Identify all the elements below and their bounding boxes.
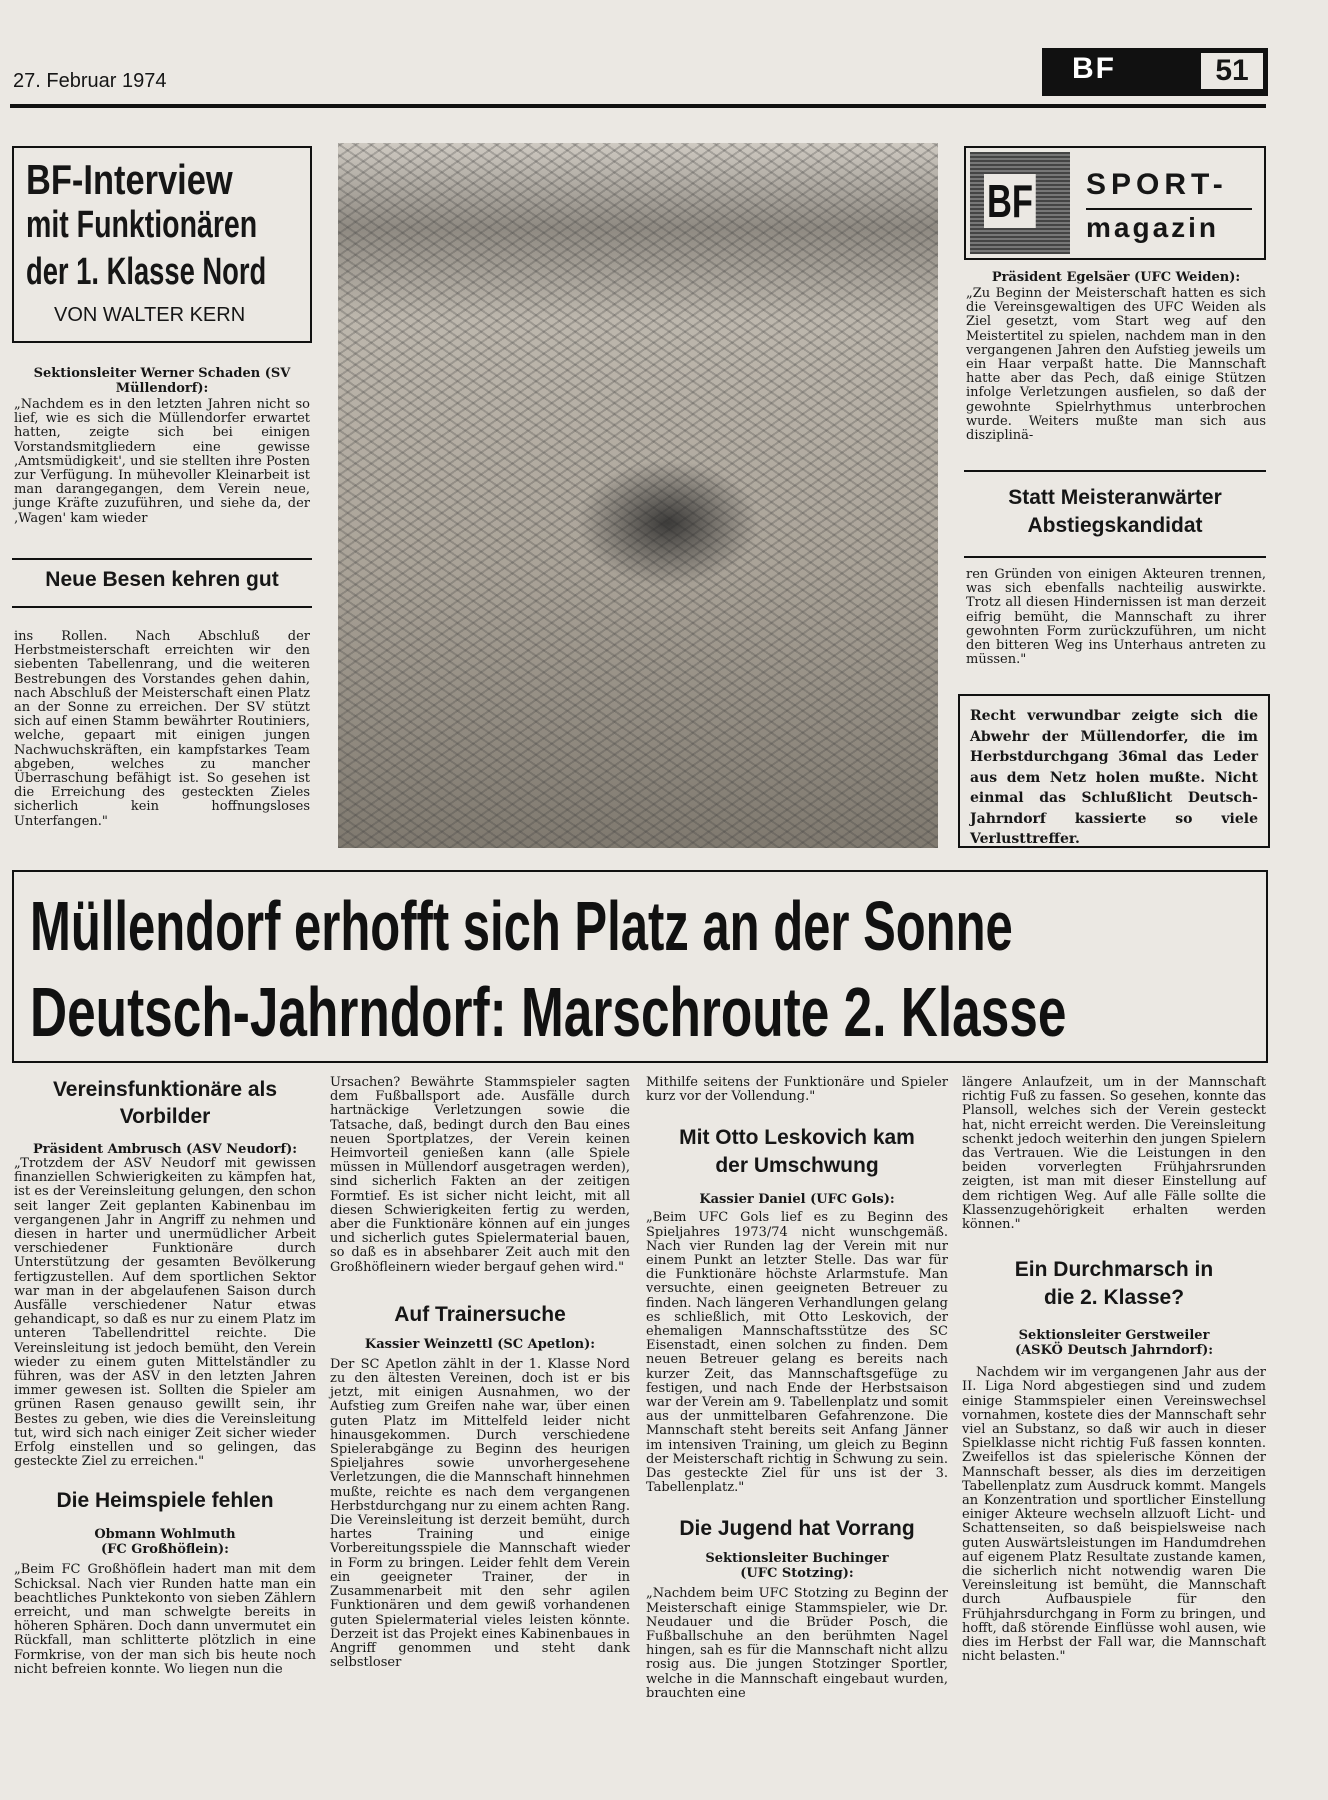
column-1 xyxy=(14,366,310,526)
sport-magazin-divider xyxy=(1086,208,1252,210)
interview-title-line1: BF-Interview xyxy=(26,156,233,203)
brand-logo: BF xyxy=(1072,52,1116,85)
heading-vorbilder-line1: Vereinsfunktionäre als xyxy=(52,1078,278,1101)
speaker-gerstweiler-line1: Sektionsleiter Gerstweiler xyxy=(1018,1328,1210,1344)
paragraph-anlaufzeit: längere Anlaufzeit, um in der Mannschaft richtig Fuß zu fassen. So gesehen, konnte das Plansoll, welches sich der Verein gesteckt hat, nicht erreicht werden. Die Vereinsleitung schenkt jedoch weiterhin den jungen Spielern das Vertrauen. Wie die Leistungen in den beiden vorverlegten Frühjahrsrunden zeigten, ist man mit dieser Einstellung auf dem richtigen Weg. Auf alle Fälle sollte die Klassenzugehörigkeit erhalten werden können." xyxy=(962,1075,1266,1233)
speaker-schaden: Sektionsleiter Werner Schaden (SV Müllendorf): xyxy=(33,366,291,396)
bottom-column-4 xyxy=(962,1076,1266,1665)
column-1-continued xyxy=(14,630,310,829)
heading-trainersuche: Auf Trainersuche xyxy=(394,1302,566,1326)
interview-title-line2: mit Funktionären xyxy=(26,204,258,246)
subhead-rule-bottom xyxy=(12,606,312,608)
speaker-ambrusch: Präsident Ambrusch (ASV Neudorf): xyxy=(32,1142,298,1157)
heading-durchmarsch-line1: Ein Durchmarsch in xyxy=(1014,1258,1214,1282)
speaker-wohlmuth-line1: Obmann Wohlmuth xyxy=(94,1527,236,1543)
column-right xyxy=(966,270,1266,443)
bottom-column-3 xyxy=(646,1076,948,1701)
subhead-statt-line1: Statt Meisteranwärter xyxy=(1008,486,1222,509)
page-number: 51 xyxy=(1200,52,1264,90)
column-right-continued xyxy=(966,568,1266,667)
headline-line2: Deutsch-Jahrndorf: Marschroute 2. Klasse xyxy=(30,973,1067,1051)
bottom-column-1 xyxy=(14,1076,316,1677)
speaker-daniel: Kassier Daniel (UFC Gols): xyxy=(699,1192,895,1208)
heading-heimspiele: Die Heimspiele fehlen xyxy=(56,1489,274,1513)
paragraph-ursachen: Ursachen? Bewährte Stammspieler sagten dem Fußballsport ade. Ausfälle durch hartnäckige Verletzungen sowie die Tatsache, daß, bedingt durch den Bau eines neuen Sportplatzes, der Verein keinen Heimvorteil genießen kann (alle Spiele müssen in Müllendorf ausgetragen werden), sind sicherlich Fakten an der zeitigen Formtief. Es ist sicher nicht leicht, mit all diesen Schwierigkeiten fertig zu werden, aber die Funktionäre können auf ein junges und sicherlich gutes Spielermaterial bauen, so daß es in absehbarer Zeit auch mit den Großhöfleinern wieder bergauf gehen wird." xyxy=(330,1075,630,1275)
football-photo xyxy=(338,143,938,848)
main-headline-box xyxy=(12,870,1268,1063)
issue-date: 27. Februar 1974 xyxy=(13,70,167,92)
paragraph-buchinger: „Nachdem beim UFC Stotzing zu Beginn der Meisterschaft einige Stammspieler, wie Dr. Neudauer und die Brüder Posch, die Fußballschuhe an den berühmten Nagel hingen, sah es für die Mannschaft nicht allzu rosig aus. Die jungen Stotzinger Sportler, welche in die Mannschaft eingebaut wurden, brauchten eine xyxy=(646,1586,948,1701)
sport-magazin-bf-text: BF xyxy=(984,174,1036,228)
paragraph-egelsaeer-1: „Zu Beginn der Meisterschaft hatten es sich die Vereinsgewaltigen des UFC Weiden als Ziel gesetzt, vom Start weg auf den Meistertitel zu spielen, nachdem man in den vergangenen Jahren den Aufstieg jeweils um ein Haar verpaßt hatte. Die Mannschaft hatte aber das Pech, daß einige Stützen infolge Verletzungen ausfielen, so daß der gewohnte Spielrhythmus unterbrochen wurde. Weiters mußte man sich aus disziplinä- xyxy=(966,286,1266,444)
subhead-statt-line2: Abstiegskandidat xyxy=(1027,514,1203,537)
heading-leskovich-line2: der Umschwung xyxy=(715,1154,879,1178)
subhead-rule-top xyxy=(12,558,312,560)
right-subhead-rule-top xyxy=(964,470,1266,472)
sport-magazin-line1: SPORT- xyxy=(1086,168,1228,201)
paragraph-egelsaeer-2: ren Gründen von einigen Akteuren trennen, was sich ebenfalls nachteilig auswirkte. Trotz all diesen Hindernissen ist man derzeit eifrig bemüht, die Mannschaft zu ihrer gewohnten Form zurückzuführen, um nicht den bitteren Weg ins Unterhaus antreten zu müssen." xyxy=(966,567,1266,668)
paragraph-wohlmuth: „Beim FC Großhöflein hadert man mit dem Schicksal. Nach vier Runden hatte man ein beachtliches Punktekonto von sieben Zählern erreicht, und man schwelgte bereits in höheren Sphären. Doch dann unvermutet ein Rückfall, man schlitterte plötzlich in eine Formkrise, von der man sich bis heute noch nicht befreien konnte. Wo liegen nun die xyxy=(14,1562,316,1677)
subhead-neue-besen: Neue Besen kehren gut xyxy=(45,568,279,591)
interview-title-box xyxy=(12,146,312,343)
page-number-box xyxy=(1042,48,1268,96)
bottom-column-2 xyxy=(330,1076,630,1670)
interview-title-line3: der 1. Klasse Nord xyxy=(26,251,267,293)
speaker-egelsaeer: Präsident Egelsäer (UFC Weiden): xyxy=(991,270,1241,285)
paragraph-gerstweiler: Nachdem wir im vergangenen Jahr aus der II. Liga Nord abgestiegen sind und zudem einige Stammspieler einen Vereinswechsel vornahmen, kostete dies der Mannschaft sehr viel an Substanz, so daß wir auch in dieser Spielklasse nicht richtig Fuß fassen konnten. Zweifellos ist das spielerische Können der Mannschaft besser, als dies im derzeitigen Tabellenplatz zum Ausdruck kommt. Mangels an Konzentration und sportlicher Einstellung einiger Akteure wechseln allzuoft Licht- und Schattenseiten, so daß beispielsweise nach guten Auswärtsleistungen im Handumdrehen auf eigenem Platz Resultate zustande kamen, die sicherlich nicht notwendig waren Die Vereinsleitung ist bemüht, die Mannschaft durch Aufbauspiele für den Frühjahrsdurchgang in Form zu bringen, und hofft, daß störende Einflüsse wohl ausen, wie dies im Herbst der Fall war, die Mannschaft nicht belasten." xyxy=(962,1365,1266,1665)
headline-line1: Müllendorf erhofft sich Platz an der Sonne xyxy=(30,887,1013,965)
speaker-buchinger-line1: Sektionsleiter Buchinger xyxy=(705,1551,889,1567)
right-subhead-rule-bottom xyxy=(964,556,1266,558)
boxed-note xyxy=(958,694,1270,848)
paragraph-schaden-2: ins Rollen. Nach Abschluß der Herbstmeisterschaft erreichten wir den siebenten Tabellenrang, und die weiteren Bestrebungen des Vorstandes gehen dahin, nach Abschluß der Meisterschaft einen Platz an der Sonne zu erreichen. Der SV stützt sich auf einen Stamm bewährter Routiniers, welche, gepaart mit einigen jungen Nachwuchskräften, ein kampfstarkes Team abgeben, welches zu mancher Überraschung befähigt ist. So gesehen ist die Erreichung des gesteckten Zieles sicherlich kein hoffnungsloses Unterfangen." xyxy=(14,629,311,829)
sport-magazin-logo-box xyxy=(964,146,1266,260)
paragraph-weinzettl: Der SC Apetlon zählt in der 1. Klasse Nord zu den ältesten Vereinen, doch ist er bis jetzt, mit einigen Ausnahmen, wo der Aufstieg zum Greifen nahe war, über einen guten Platz im Mittelfeld leider nicht hinausgekommen. Durch verschiedene Spielerabgänge zu Beginn des heurigen Spieljahres sowie unvorhergesehene Verletzungen, die die Mannschaft hinnehmen mußte, reichte es nach dem vergangenen Herbstdurchgang nur zu einem achten Rang. Die Vereinsleitung ist derzeit bemüht, durch hartes Training und einige Vorbereitungsspiele die Mannschaft wieder in Form zu bringen. Leider fehlt dem Verein ein geeigneter Trainer, der in Zusammenarbeit mit den sehr agilen Funktionären und dem gewiß vorhandenen guten Spielermaterial vieles leisten könnte. Derzeit ist das Projekt eines Kabinenbaues in Angriff genommen und steht dank selbstloser xyxy=(330,1356,630,1671)
heading-vorbilder-line2: Vorbilder xyxy=(119,1105,211,1128)
paragraph-daniel: „Beim UFC Gols lief es zu Beginn des Spieljahres 1973/74 nicht wunschgemäß. Nach vier Runden lag der Verein mit nur einem Punkt an letzter Stelle. Das war für die Funktionäre höchste Arlarmstufe. Man versuchte, einen geeigneten Betreuer zu finden. Nach längeren Verhandlungen gelang es schließlich, mit Otto Leskovich, der ehemaligen Mannschaftsstütze des SC Eisenstadt, einen solchen zu finden. Dem neuen Betreuer gelang es bereits nach kurzer Zeit, das Mannschaftsgefüge zu festigen, und nach Ende der Herbstsaison war der Verein am 9. Tabellenplatz und somit aus der unmittelbaren Gefahrenzone. Die Mannschaft steht bereits seit Anfang Jänner im intensiven Training, um gleich zu Beginn der Meisterschaft richtig in Schwung zu sein. Das gesteckte Ziel für uns ist der 3. Tabellenplatz." xyxy=(646,1210,948,1496)
sport-magazin-line2: magazin xyxy=(1086,212,1220,243)
paragraph-ambrusch: „Trotzdem der ASV Neudorf mit gewissen finanziellen Schwierigkeiten zu kämpfen hat, ist es der Vereinsleitung gelungen, den schon seit langer Zeit geplanten Kabinenbau im vergangenen Jahr in Angriff zu nehmen und diesen in harter und unermüdlicher Arbeit verschiedener Funktionäre durch Unterstützung der gesamten Bevölkerung fertigzustellen. Auf dem sportlichen Sektor war man in der abgelaufenen Saison durch Ausfälle verschiedener Natur etwas gehandicapt, so daß es nur zu einem Platz im unteren Tabellendrittel reichte. Die Vereinsleitung ist jedoch bemüht, den Verein wieder zu einem guten Mittelständler zu führen, was der ASV in den letzten Jahren immer gewesen ist. Sollten die Spieler am grünen Rasen genauso gewillt sein, ihr Bestes zu geben, wie dies die Vereinsleitung tut, wird sich nach einiger Zeit sicher wieder Erfolg einstellen und so gelingen, das gesteckte Ziel zu erreichen." xyxy=(14,1156,316,1470)
heading-durchmarsch-line2: die 2. Klasse? xyxy=(1043,1286,1185,1310)
speaker-wohlmuth-line2: (FC Großhöflein): xyxy=(101,1542,229,1558)
sport-magazin-bf-block xyxy=(970,152,1070,254)
heading-jugend: Die Jugend hat Vorrang xyxy=(679,1517,915,1541)
paragraph-schaden-1: „Nachdem es in den letzten Jahren nicht so lief, wie es sich die Müllendorfer erwartet hatten, zeigte sich bei einigen Vorstandsmitgliedern eine gewisse ‚Amtsmüdigkeit', und sie stellten ihre Posten zur Verfügung. In mühevoller Kleinarbeit ist man darangegangen, dem Verein neue, junge Kräfte zuzuführen, und siehe da, der ‚Wagen' kam wieder xyxy=(14,397,310,526)
heading-leskovich-line1: Mit Otto Leskovich kam xyxy=(679,1126,915,1150)
header-rule xyxy=(10,104,1266,108)
speaker-weinzettl: Kassier Weinzettl (SC Apetlon): xyxy=(364,1336,596,1352)
speaker-gerstweiler-line2: (ASKÖ Deutsch Jahrndorf): xyxy=(1014,1343,1214,1359)
paragraph-mithilfe: Mithilfe seitens der Funktionäre und Spieler kurz vor der Vollendung." xyxy=(646,1075,948,1105)
boxed-note-text: Recht verwundbar zeigte sich die Abwehr der Müllendorfer, die im Herbstdurchgang 36mal das Leder aus dem Netz holen mußte. Nicht einmal das Schlußlicht Deutsch-Jahrndorf kassierte so viele Verlusttreffer. xyxy=(970,708,1258,847)
speaker-buchinger-line2: (UFC Stotzing): xyxy=(740,1566,854,1582)
interview-byline: VON WALTER KERN xyxy=(54,304,246,326)
